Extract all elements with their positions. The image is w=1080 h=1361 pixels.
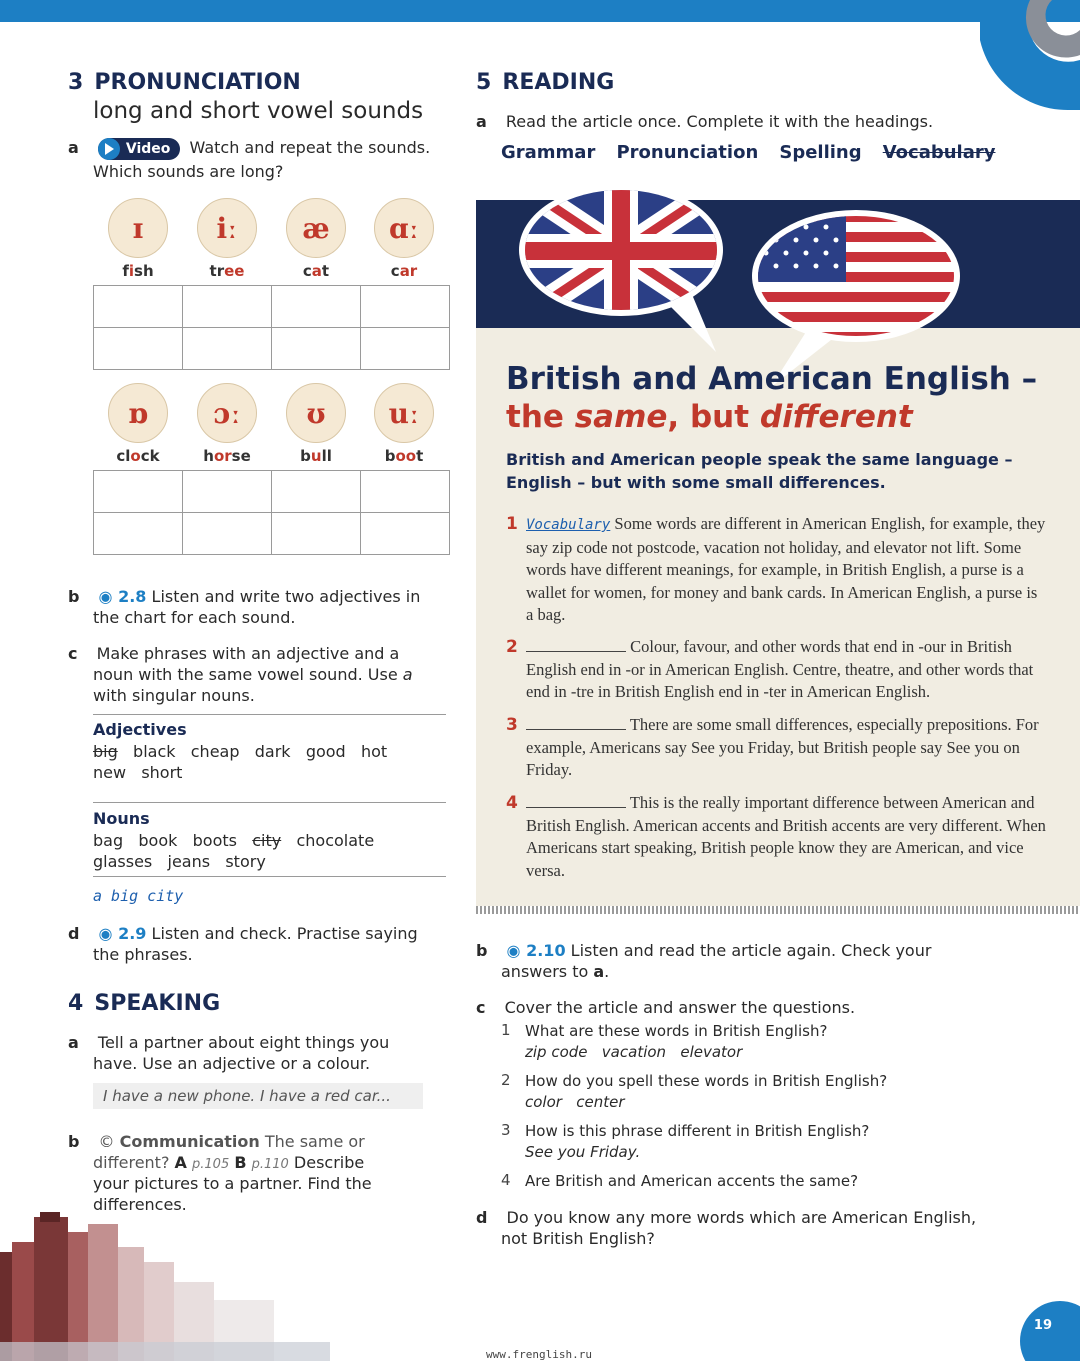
chart-cell[interactable] [94,286,183,328]
section-title: SPEAKING [94,991,221,1016]
instruction-text: Make phrases with an adjective and a [96,644,400,663]
wordbox-title: Adjectives [93,720,187,739]
section-title: PRONUNCIATION [94,70,301,95]
section-subtitle: long and short vowel sounds [93,98,424,124]
audio-button[interactable] [507,941,566,960]
exercise-letter: a [68,1033,79,1052]
exercise-5b [476,940,931,961]
question-text: How do you spell these words in British English? [525,1072,888,1090]
instruction-text: answers to a. [501,962,610,981]
corner-decoration [980,0,1080,120]
exercise-5d [476,1207,976,1228]
article-title [506,360,1037,436]
horse-icon: ɔː [197,383,257,443]
instruction-text: not British English? [501,1229,655,1248]
chart-cell[interactable] [94,471,183,513]
sound-word: horse [203,447,251,465]
paragraph-text: This is the really important difference between American and British English. American accents and British accents are very different. When Americans start speaking, British people know they are American, and vice versa. [526,793,1046,880]
page-number: 19 [1033,1318,1052,1333]
exercise-letter: a [476,112,487,131]
sound-chart-2 [93,470,450,555]
divider [93,876,446,877]
section-number: 5 [476,70,492,95]
audio-track: 2.9 [118,924,147,943]
instruction-text: Tell a partner about eight things you [97,1033,390,1052]
chart-cell[interactable] [94,328,183,370]
question-example: zip code vacation elevator [525,1043,743,1061]
chart-cell[interactable] [272,328,361,370]
sound-cat[interactable] [284,198,348,280]
exercise-letter: a [68,138,79,157]
exercise-3a [68,137,448,160]
instruction-text: Read the article once. Complete it with the headings. [505,112,934,131]
instruction-text: the phrases. [93,945,193,964]
question-text: What are these words in British English? [525,1022,828,1040]
page-ref-a[interactable]: p.105 [192,1157,230,1172]
page-ref-b[interactable]: p.110 [251,1157,289,1172]
exercise-5a [476,111,933,132]
question-item [501,1021,1021,1071]
exercise-3c [68,643,399,664]
city-skyline-image [0,1212,330,1361]
sound-word: cat [302,262,330,280]
nouns-line-2: glasses jeans story [93,852,266,871]
sound-word: car [390,262,418,280]
instruction-text: noun with the same vowel sound. Use a [93,665,413,684]
question-number: 1 [501,1021,511,1039]
adjectives-line-2: new short [93,763,183,782]
adjectives-box [93,720,387,783]
sound-tree[interactable] [195,198,259,280]
exercise-letter: c [68,644,78,663]
section5-heading [476,70,614,95]
audio-button[interactable] [99,924,147,943]
sound-bull[interactable] [284,383,348,465]
question-number: 3 [501,1121,511,1139]
instruction-text: different? A p.105 B p.110 Describe [93,1153,365,1172]
heading-pronunciation[interactable]: Pronunciation [616,142,759,163]
section3-heading [68,70,301,95]
instruction-text: Listen and read the article again. Check your [570,941,932,960]
communication-label: Communication [119,1132,260,1151]
nouns-box [93,809,374,872]
answer-blank-1[interactable]: Vocabulary [526,517,611,533]
top-bar [0,0,1080,22]
question-item [501,1071,1021,1121]
paragraph-text: There are some small differences, especially prepositions. For example, Americans say See you Friday, but British people say See you on Friday. [526,715,1039,779]
audio-track: 2.8 [118,587,147,606]
boot-icon: uː [374,383,434,443]
wordbox-title: Nouns [93,809,150,828]
exercise-5c [476,997,855,1018]
paragraph-text: Colour, favour, and other words that end in -our in British English end in -or in American English. Centre, theatre, and other words that end in -tre in British English end in -ter in American English. [526,637,1034,701]
divider [93,802,446,803]
question-example: See you Friday. [525,1143,641,1161]
instruction-text: Watch and repeat the sounds. [189,138,431,157]
section-title: READING [502,70,615,95]
chart-cell[interactable] [94,513,183,555]
question-number: 2 [501,1071,511,1089]
instruction-text: Which sounds are long? [93,162,284,181]
instruction-text: The same or [264,1132,365,1151]
example-answer: a big city [93,887,184,905]
exercise-3b [68,586,420,607]
paragraph-number: 4 [506,793,518,813]
sound-car[interactable] [372,198,436,280]
instruction-text: Listen and check. Practise saying [151,924,418,943]
article-paragraph-3 [506,714,1046,782]
article-bottom-stripe [476,906,1080,914]
clock-icon: ɒ [108,383,168,443]
article-paragraph-4 [506,792,1046,882]
question-text: How is this phrase different in British English? [525,1122,870,1140]
chart-cell[interactable] [272,471,361,513]
sound-word: clock [116,447,160,465]
chart-cell[interactable] [183,286,272,328]
bull-icon: ʊ [286,383,346,443]
exercise-4a [68,1032,389,1053]
instruction-text: Cover the article and answer the questions. [504,998,856,1017]
paragraph-text: Some words are different in American English, for example, they say zip code not postcode, vacation not holiday, and elevator not lift. Some words have different meanings, for example, in British English, a purse is a wallet for women, for money and bank cards. In American English, a purse is a bag. [526,514,1046,624]
sound-clock[interactable] [106,383,170,465]
cat-icon: æ [286,198,346,258]
audio-icon: ◉ [98,924,113,943]
instruction-text: Listen and write two adjectives in [151,587,421,606]
question-number: 4 [501,1171,511,1189]
instruction-text: have. Use an adjective or a colour. [93,1054,371,1073]
sound-word: bull [300,447,332,465]
sound-word: tree [209,262,245,280]
car-icon: ɑː [374,198,434,258]
instruction-text: the chart for each sound. [93,608,296,627]
article-title-line-2: the same, but different [506,399,913,435]
video-button[interactable] [98,138,181,160]
heading-choices [501,142,1011,163]
chart-cell[interactable] [361,286,450,328]
footer-url[interactable]: www.frenglish.ru [486,1348,592,1361]
article-paragraph-1 [506,513,1046,627]
answer-blank-4[interactable] [526,794,626,808]
question-example: color center [525,1093,625,1111]
instruction-text: differences. [93,1195,187,1214]
sound-boot[interactable] [372,383,436,465]
answer-blank-2[interactable] [526,638,626,652]
chart-cell[interactable] [183,471,272,513]
nouns-line-1: bag book boots city chocolate [93,831,375,850]
exercise-letter: c [476,998,486,1017]
chart-cell[interactable] [361,513,450,555]
question-list [501,1021,1021,1201]
exercise-letter: b [476,941,488,960]
exercise-3d [68,923,418,944]
chart-cell[interactable] [272,513,361,555]
heading-vocabulary[interactable]: Vocabulary [882,142,996,163]
communication-icon: © [98,1132,115,1151]
fish-icon: ɪ [108,198,168,258]
question-item [501,1171,1021,1201]
article-paragraph-2 [506,636,1046,704]
audio-icon: ◉ [506,941,521,960]
instruction-text: with singular nouns. [93,686,255,705]
chart-cell[interactable] [183,513,272,555]
sound-word: boot [384,447,424,465]
section-number: 3 [68,70,84,95]
example-sentence: I have a new phone. I have a red car... [93,1083,423,1109]
exercise-letter: b [68,587,80,606]
article-title-line-1: British and American English – [506,361,1038,397]
exercise-letter: d [476,1208,488,1227]
article-lead: British and American people speak the same language – English – but with some small differences. [506,450,1013,492]
instruction-text: Do you know any more words which are American English, [506,1208,977,1227]
chart-cell[interactable] [183,328,272,370]
section-number: 4 [68,991,84,1016]
tree-icon: iː [197,198,257,258]
paragraph-number: 3 [506,715,518,735]
sound-chart-1 [93,285,450,370]
question-text: Are British and American accents the same? [525,1172,859,1190]
exercise-letter: b [68,1132,80,1151]
video-label: Video [125,140,171,157]
play-icon [98,138,120,160]
sound-word: fish [122,262,154,280]
instruction-text: your pictures to a partner. Find the [93,1174,372,1193]
chart-cell[interactable] [272,286,361,328]
audio-button[interactable] [99,587,147,606]
paragraph-number: 2 [506,637,518,657]
question-item [501,1121,1021,1171]
paragraph-number: 1 [506,514,518,534]
chart-cell[interactable] [361,471,450,513]
adjectives-line-1: big black cheap dark good hot [93,742,388,761]
answer-blank-3[interactable] [526,716,626,730]
audio-track: 2.10 [526,941,566,960]
heading-grammar[interactable]: Grammar [501,142,596,163]
sound-fish[interactable] [106,198,170,280]
audio-icon: ◉ [98,587,113,606]
exercise-4b [68,1131,438,1152]
divider [93,714,446,715]
exercise-letter: d [68,924,80,943]
section4-heading [68,991,220,1016]
sound-horse[interactable] [195,383,259,465]
chart-cell[interactable] [361,328,450,370]
article-box [476,200,1080,910]
heading-spelling[interactable]: Spelling [779,142,862,163]
